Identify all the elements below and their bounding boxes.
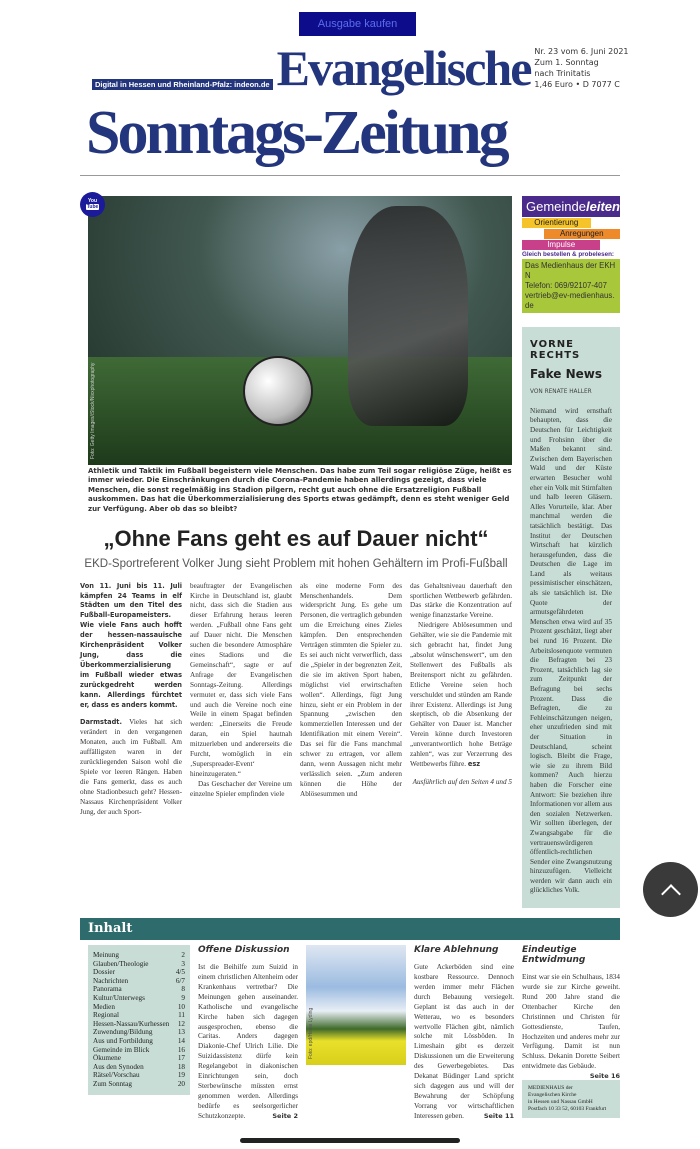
toc-item[interactable] (93, 1028, 185, 1037)
ad-bar-orientierung: Orientierung (522, 218, 591, 228)
youtube-label-1: You (87, 198, 98, 205)
youtube-icon[interactable] (80, 192, 105, 217)
column-title: Fake News (530, 366, 602, 381)
toc-label: Zuwendung/Bildung (93, 1028, 153, 1037)
article-text: als eine moderne Form des Menschenhandels. Dem widerspricht Jung. Es gehe um Personen, die vertraglich gebunden um die Erreichung eines Zieles kämpfen. Den entsprechenden Verträgen stimmten die Spieler zu. Es sei auch nicht verwerflich, dass die „Spieler in der begrenzten Zeit, die sie im aktiven Sport haben, möglichst viel erwirtschaften wollen“. Allerdings, fügt Jung hinzu, sieht er ein Problem in der Spannung „zwischen den kommerziellen Interessen und der Identifikation mit einem Verein“. Das sei für die Fans manchmal schwer zu ertragen, vor allem dann, wenn Aussagen nicht mehr verlässlich seien. „Zum anderen können die Höhe der Ablösesummen und (300, 581, 402, 798)
toc-item[interactable] (93, 968, 185, 977)
teaser-title: Offene Diskussion (198, 945, 290, 956)
subheadline: EKD-Sportreferent Volker Jung sieht Problem mit hohen Gehältern im Profi-Fußball (84, 557, 508, 570)
inhalt-header: Inhalt (80, 918, 620, 940)
masthead (80, 40, 629, 98)
teaser-page: Seite 16 (589, 1072, 620, 1081)
publisher-line: Postfach 10 33 52, 60103 Frankfurt (528, 1106, 607, 1113)
toc-item[interactable] (93, 1071, 185, 1080)
article-text: Vieles hat sich verändert in den vergangenen Monaten, auch im Fußball. Am auffälligsten waren in der zurückliegenden Saison wohl die Spiele vor leeren Rängen. Haben die Fans gemerkt, dass es auch ohne Stadionbesuch geht? Hessen-Nassaus Kirchenpräsident Volker Jung, der auch Sport- (80, 718, 182, 816)
toc-page: 17 (177, 1054, 185, 1063)
toc-label: Kultur/Unterwegs (93, 994, 145, 1003)
teaser-text: Einst war sie ein Schulhaus, 1834 wurde sie zur Kirche geweiht. Rund 200 Jahre stand die Ottenbacher Kirche den Christinnen und Christen für Gottesdienste, Taufen, Hochzeiten und anderes mehr zur Verfügung. Damit ist nun Schluss. Dekanin Dorette Seibert entwidmete das Gebäude. (522, 973, 620, 1071)
toc-item[interactable] (93, 1054, 185, 1063)
home-indicator[interactable] (240, 1138, 460, 1143)
ad-title-emphasis: leiten (585, 198, 620, 214)
toc-item[interactable] (93, 977, 185, 986)
toc-item[interactable] (93, 985, 185, 994)
column-kicker: VORNE RECHTS (530, 338, 581, 361)
soccer-ball (243, 356, 313, 426)
chevron-up-icon (661, 884, 681, 904)
toc-label: Medien (93, 1002, 115, 1011)
toc-page: 8 (181, 985, 185, 994)
right-sidebar (522, 196, 620, 908)
article-column-1 (80, 582, 182, 818)
toc-label: Aus den Synoden (93, 1062, 144, 1071)
toc-label: Regional (93, 1011, 119, 1020)
toc-item[interactable] (93, 1080, 185, 1089)
issue-sunday-2: nach Trinitatis (534, 68, 591, 78)
dateline: Darmstadt. (80, 718, 122, 727)
ad-contact (522, 259, 620, 313)
toc-item[interactable] (93, 1020, 185, 1029)
issue-info (534, 46, 628, 90)
toc-item[interactable] (93, 994, 185, 1003)
toc-item[interactable] (93, 1046, 185, 1055)
rapeseed-field-photo (306, 945, 406, 1065)
toc-item[interactable] (93, 1011, 185, 1020)
author-tag: esz (467, 759, 481, 768)
publisher-box (522, 1080, 620, 1118)
photo-credit: Foto: Getty Images/iStock/Nixxphotography (90, 362, 96, 459)
page (80, 0, 629, 1122)
article-column-2 (190, 582, 292, 818)
ad-contact-phone: Telefon: 069/92107-407 (525, 280, 607, 290)
publisher-line: Evangelischen Kirche (528, 1092, 577, 1099)
toc-label: Aus und Fortbildung (93, 1037, 153, 1046)
lead-story (80, 196, 512, 908)
headline: „Ohne Fans geht es auf Dauer nicht“ (103, 526, 489, 552)
toc-page: 6/7 (175, 976, 185, 985)
toc-label: Zum Sonntag (93, 1079, 132, 1088)
digital-tagline: Digital in Hessen und Rheinland-Pfalz: indeon.de (92, 79, 273, 90)
teaser-title: Klare Ablehnung (414, 945, 499, 956)
youtube-label-2: Tube (86, 204, 99, 211)
article-lead: Von 11. Juni bis 11. Juli kämpfen 24 Teams in elf Städten um den Titel des Fußball-Europameisters. Wie viele Fans auch hofft der hessen-nassauische Kirchenpräsident Volker Jung, dass die Überkommerzialisierung im Fußball wieder etwas zurückgedreht werden kann. Allerdings fürchtet er, dass es anders kommt. (80, 581, 182, 709)
toc-page: 2 (181, 951, 185, 960)
toc-label: Ökumene (93, 1054, 121, 1063)
toc-page: 18 (177, 1062, 185, 1071)
toc-page: 12 (177, 1019, 185, 1028)
photo-caption: Athletik und Taktik im Fußball begeistern viele Menschen. Das habe zum Teil sogar religiöse Züge, heißt es immer wieder. Die Einschränkungen durch die Corona-Pandemie haben allerdings gezeigt, dass viele Menschen, die sonst regelmäßig ins Stadion pilgern, recht gut auch ohne die Ersatzreligion Fußball auskommen. Das hat die Überkommerzialisierung des Sports etwas gedämpft, denn es steht weniger Geld zur Verfügung. Aber ob das so bleibt? (88, 466, 512, 513)
toc-page: 3 (181, 959, 185, 968)
teaser-text: Ist die Beihilfe zum Suizid in einem christlichen Altenheim oder Krankenhaus vertretbar? Die Meinungen gehen auseinander. Katholische und evangelische Kirche haben sich dagegen ausgesprochen, ebenso die Caritas. Anders dagegen Diakonie-Chef Ulrich Lilie. Die Suizidassistenz dürfe kein Regelangebot in diakonischen Einrichtungen sein, doch Sterbewünsche müssten ernst genommen werden. Allerdings bedürfe es seelsorgerlicher Schutzkonzepte. (198, 963, 298, 1120)
ad-contact-name: Das Medienhaus der EKHN (525, 260, 616, 280)
ad-bar-impulse: Impulse (522, 240, 600, 250)
toc-page: 13 (177, 1028, 185, 1037)
issue-sunday: Zum 1. Sonntag (534, 57, 599, 67)
toc-page: 9 (181, 994, 185, 1003)
teaser-eindeutige-entwidmung[interactable] (522, 945, 620, 1081)
teaser-page: Seite 11 (483, 1111, 514, 1120)
column-text: Niemand wird ernsthaft behaupten, dass die Deutschen für Leichtigkeit und Frohsinn über die Maßen bekannt sind. Zwischen dem Bayerischen Wald und der Küste erwarten Besucher wohl eher ein Volk mit Stirnfalten und halb leeren Gläsern. Alles Vorurteile, klar. Aber manchmal werden die tatsächlich bestätigt. Das Institut der Deutschen Wirtschaft hat kürzlich herausgefunden, dass die Deutschen die Lage im Land als weitaus pessimistischer einschätzen, als sie tatsächlich ist. Die Quote der armutsgefährdeten Menschen etwa wird auf 35 Prozent geschätzt, liegt aber bei rund 16 Prozent. Die Arbeitslosenquote vermuten die Befragten bei 23 Prozent, tatsächlich lag sie zum Zeitpunkt der Befragung bei sechs Prozent. Dass die Befragten, die zu Fehleinschätzungen neigen, eher unzufrieden sind mit der Situation in Deutschland, scheint logisch. Bleibt die Frage, wie sie zu ihrem Bild kommen? Auch hierzu haben die Forscher eine Antwort: Sie beziehen ihre Informationen vor allem aus den sozialen Netzwerken. Wir sollten überlegen, der Zwangsabgabe für die vertrauenswürdigeren öffentlich-rechtlichen Sender eine Zwangsnutzung hinzuzufügen. Vielleicht werden wir dann auch ein glückliches Volk. (530, 406, 612, 895)
gemeindeleiten-ad[interactable] (522, 196, 620, 313)
toc-page: 10 (177, 1002, 185, 1011)
buy-issue-button[interactable]: Ausgabe kaufen (299, 12, 416, 36)
toc-item[interactable] (93, 960, 185, 969)
teaser-klare-ablehnung[interactable] (414, 945, 514, 1122)
toc-page: 4/5 (175, 968, 185, 977)
continued-link[interactable]: Ausführlich auf den Seiten 4 und 5 (412, 777, 512, 786)
article-text: beauftragter der Evangelischen Kirche in Deutschland ist, glaubt nicht, dass sich die Stadien aus dieser Erfahrung heraus leeren werden. „Fußball ohne Fans geht auf Dauer nicht. Die Menschen suchen die besondere Atmosphäre eines Stadions und die Gemeinschaft“, sagte er auf Anfrage der Evangelischen Sonntags-Zeitung. Allerdings vermutet er, dass sich viele Fans und auch die Vereine noch eine Weile in einem Spagat befinden werden: „Einerseits die Freude daran, ein Spiel hautnah mitzuerleben und andererseits die Furcht, womöglich in ein ‚Superspreader-Event‘ hineinzugeraten.“ (190, 581, 292, 778)
article-column-4 (410, 582, 512, 818)
lead-photo-football (88, 196, 512, 465)
article-column-3 (300, 582, 402, 818)
toc-page: 14 (177, 1037, 185, 1046)
toc-page: 20 (177, 1079, 185, 1088)
toc-label: Panorama (93, 985, 122, 994)
image-credit: Foto: epd/Heike Lyding (308, 1007, 314, 1060)
toc-label: Glauben/Theologie (93, 959, 149, 968)
right-teaser-column (522, 945, 620, 1122)
column-byline: VON RENATE HALLER (530, 388, 592, 395)
toc-item[interactable] (93, 1037, 185, 1046)
ad-title (522, 196, 620, 217)
toc-label: Dossier (93, 968, 115, 977)
masthead-divider (80, 175, 620, 176)
inhalt-section (80, 945, 620, 1122)
toc-label: Rätsel/Vorschau (93, 1071, 140, 1080)
article-columns (80, 582, 512, 818)
ad-contact-email: vertrieb@ev-medienhaus.de (525, 290, 615, 310)
scroll-to-top-button[interactable] (643, 862, 698, 917)
issue-price: 1,46 Euro • D 7077 C (534, 79, 620, 89)
toc-item[interactable] (93, 951, 185, 960)
toc-page: 11 (178, 1011, 185, 1020)
toc-item[interactable] (93, 1003, 185, 1012)
table-of-contents (88, 945, 190, 1095)
article-text: Das Geschacher der Vereine um einzelne Spieler empfinden viele (190, 779, 292, 798)
toc-label: Hessen-Nassau/Kurhessen (93, 1019, 170, 1028)
masthead-title-line1: Evangelische (276, 40, 531, 96)
publisher-line: MEDIENHAUS der (528, 1085, 573, 1092)
toc-page: 16 (177, 1045, 185, 1054)
ad-bar-anregungen: Anregungen (544, 229, 620, 239)
article-text: das Gehaltsniveau dauerhaft den sportlichen Wettbewerb gefährden. Das stärke die Konzentration auf wenige finanzstarke Vereine. (410, 581, 512, 620)
toc-page: 19 (177, 1071, 185, 1080)
toc-label: Meinung (93, 951, 119, 960)
toc-label: Nachrichten (93, 976, 129, 985)
masthead-title-line2: Sonntags-Zeitung (86, 98, 507, 167)
toc-item[interactable] (93, 1063, 185, 1072)
teaser-offene-diskussion[interactable] (198, 945, 298, 1122)
teaser-title: Eindeutige Entwidmung (522, 945, 586, 966)
ad-title-plain: Gemeinde (526, 198, 586, 214)
issue-number: Nr. 23 vom 6. Juni 2021 (534, 46, 629, 56)
ad-cta: Gleich bestellen & probelesen: (522, 250, 615, 258)
front-page-main (80, 196, 620, 908)
article-text: Niedrigere Ablösesummen und Gehälter, wie sie die Pandemie mit sich gebracht hat, findet Jung „absolut wünschenswert“, um den Stellenwert des Fußballs als Breitensport nicht zu gefährden. Etliche Vereine seien hoch verschuldet und stünden am Rande ihrer Existenz. Allerdings ist Jung skeptisch, ob die Absenkung der Gehälter von Dauer ist. Mancher Verein könne durch Investoren „unverantwortlich hohe Beträge zahlen“, was zur Verzerrung des Wettbewerbs führe. (410, 621, 512, 768)
column-vorne-rechts (522, 327, 620, 908)
teaser-text: Gute Ackerböden sind eine kostbare Ressource. Dennoch werden immer mehr Flächen durch Bebauung versiegelt. Geplant ist das auch in der Wetterau, wo es besonders wertvolle Flächen gibt, nämlich solche mit Lössböden. In Limeshain gibt es derzeit Diskussionen um die Erweiterung des Gewerbegebietes. Das Dekanat Büdinger Land spricht sich dagegen aus und will der Bewahrung der Schöpfung Vorrang vor wirtschaftlichen Interessen geben. (414, 963, 514, 1120)
publisher-line: in Hessen und Nassau GmbH (528, 1099, 593, 1106)
toc-label: Gemeinde im Blick (93, 1045, 150, 1054)
teaser-page: Seite 2 (272, 1111, 298, 1120)
